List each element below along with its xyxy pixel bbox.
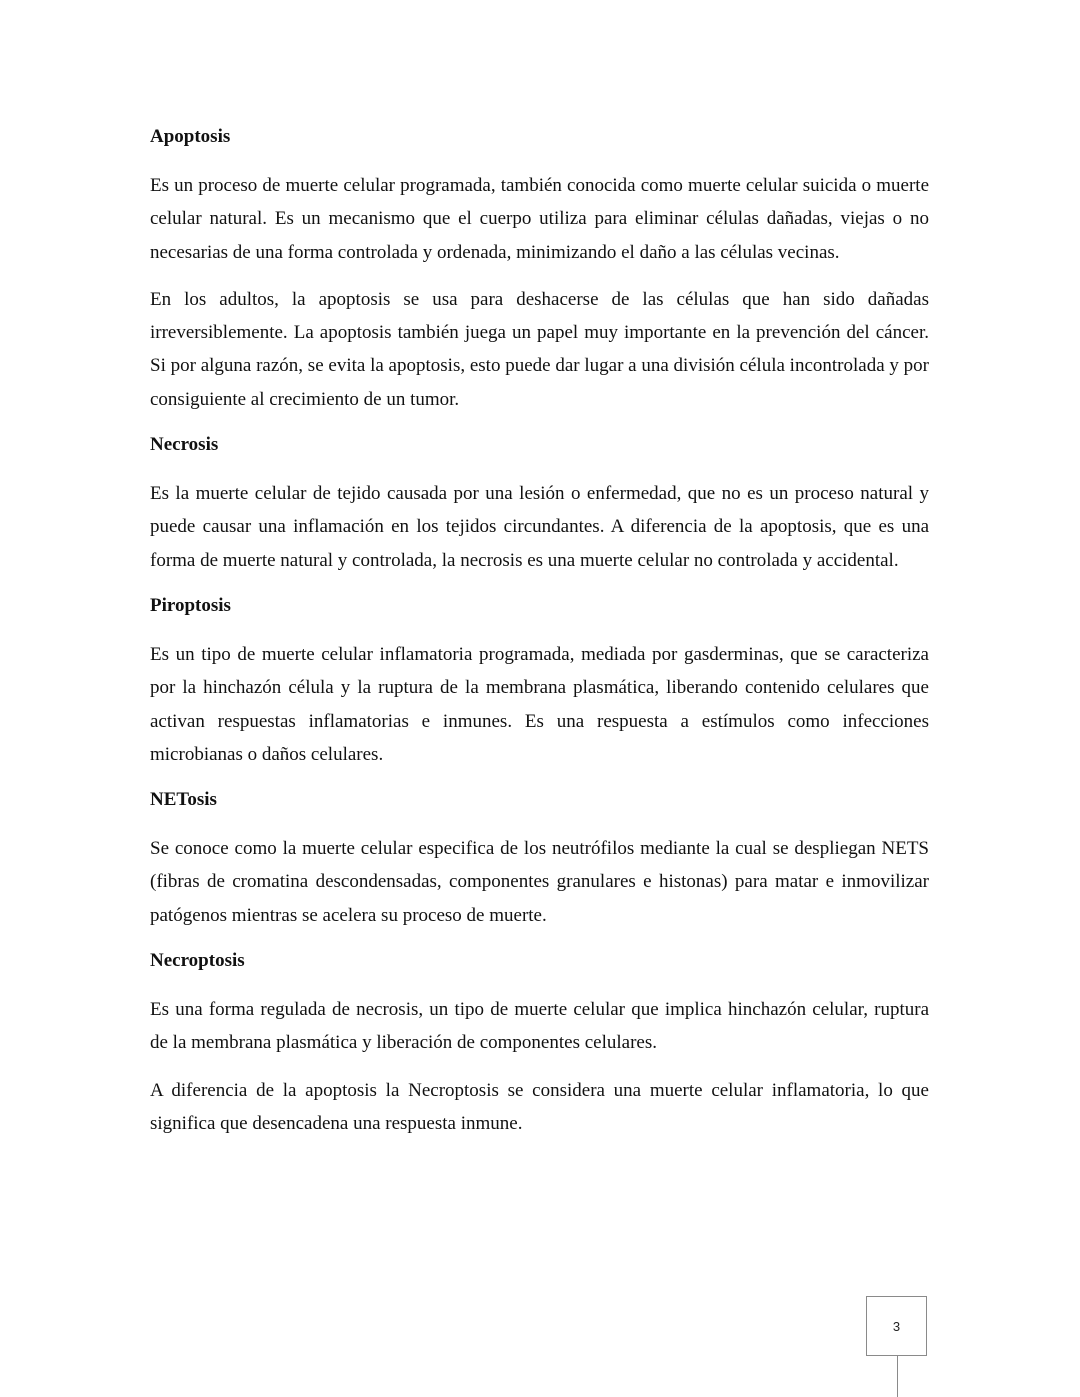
paragraph: Es un tipo de muerte celular inflamatoria programada, mediada por gasderminas, que se caracteriza por la hinchazón célula y la ruptura de la membrana plasmática, liberando contenido celulares que activan respuestas inflamatorias e inmunes. Es una respuesta a estímulos como infecciones microbianas o daños celulares. <box>150 643 929 765</box>
section-heading: Piroptosis <box>150 594 231 616</box>
paragraph: A diferencia de la apoptosis la Necroptosis se considera una muerte celular inflamatoria, lo que significa que desencadena una respuesta inmune. <box>150 1079 929 1134</box>
paragraph: En los adultos, la apoptosis se usa para deshacerse de las células que han sido dañadas irreversiblemente. La apoptosis también juega un papel muy importante en la prevención del cáncer. Si por alguna razón, se evita la apoptosis, esto puede dar lugar a una división célula incontrolada y por consiguiente al crecimiento de un tumor. <box>150 288 929 410</box>
section-necrosis <box>150 430 929 577</box>
section-piroptosis <box>150 591 929 771</box>
section-netosis <box>150 785 929 932</box>
page-number-connector-line <box>897 1356 898 1397</box>
section-apoptosis <box>150 122 929 416</box>
section-heading: NETosis <box>150 789 217 811</box>
section-heading: Necroptosis <box>150 950 245 972</box>
section-heading: Necrosis <box>150 434 219 456</box>
paragraph: Es una forma regulada de necrosis, un tipo de muerte celular que implica hinchazón celular, ruptura de la membrana plasmática y liberación de componentes celulares. <box>150 999 929 1054</box>
paragraph: Es un proceso de muerte celular programada, también conocida como muerte celular suicida o muerte celular natural. Es un mecanismo que el cuerpo utiliza para eliminar células dañadas, viejas o no necesarias de una forma controlada y ordenada, minimizando el daño a las células vecinas. <box>150 175 929 263</box>
document-body <box>150 122 929 1154</box>
paragraph: Se conoce como la muerte celular especifica de los neutrófilos mediante la cual se despliegan NETS (fibras de cromatina descondensadas, componentes granulares e histonas) para matar e inmovilizar patógenos mientras se acelera su proceso de muerte. <box>150 838 929 926</box>
page-number: 3 <box>866 1296 927 1356</box>
section-heading: Apoptosis <box>150 126 231 147</box>
section-necroptosis <box>150 946 929 1140</box>
paragraph: Es la muerte celular de tejido causada por una lesión o enfermedad, que no es un proceso natural y puede causar una inflamación en los tejidos circundantes. A diferencia de la apoptosis, que es una forma de muerte natural y controlada, la necrosis es una muerte celular no controlada y accidental. <box>150 483 929 571</box>
